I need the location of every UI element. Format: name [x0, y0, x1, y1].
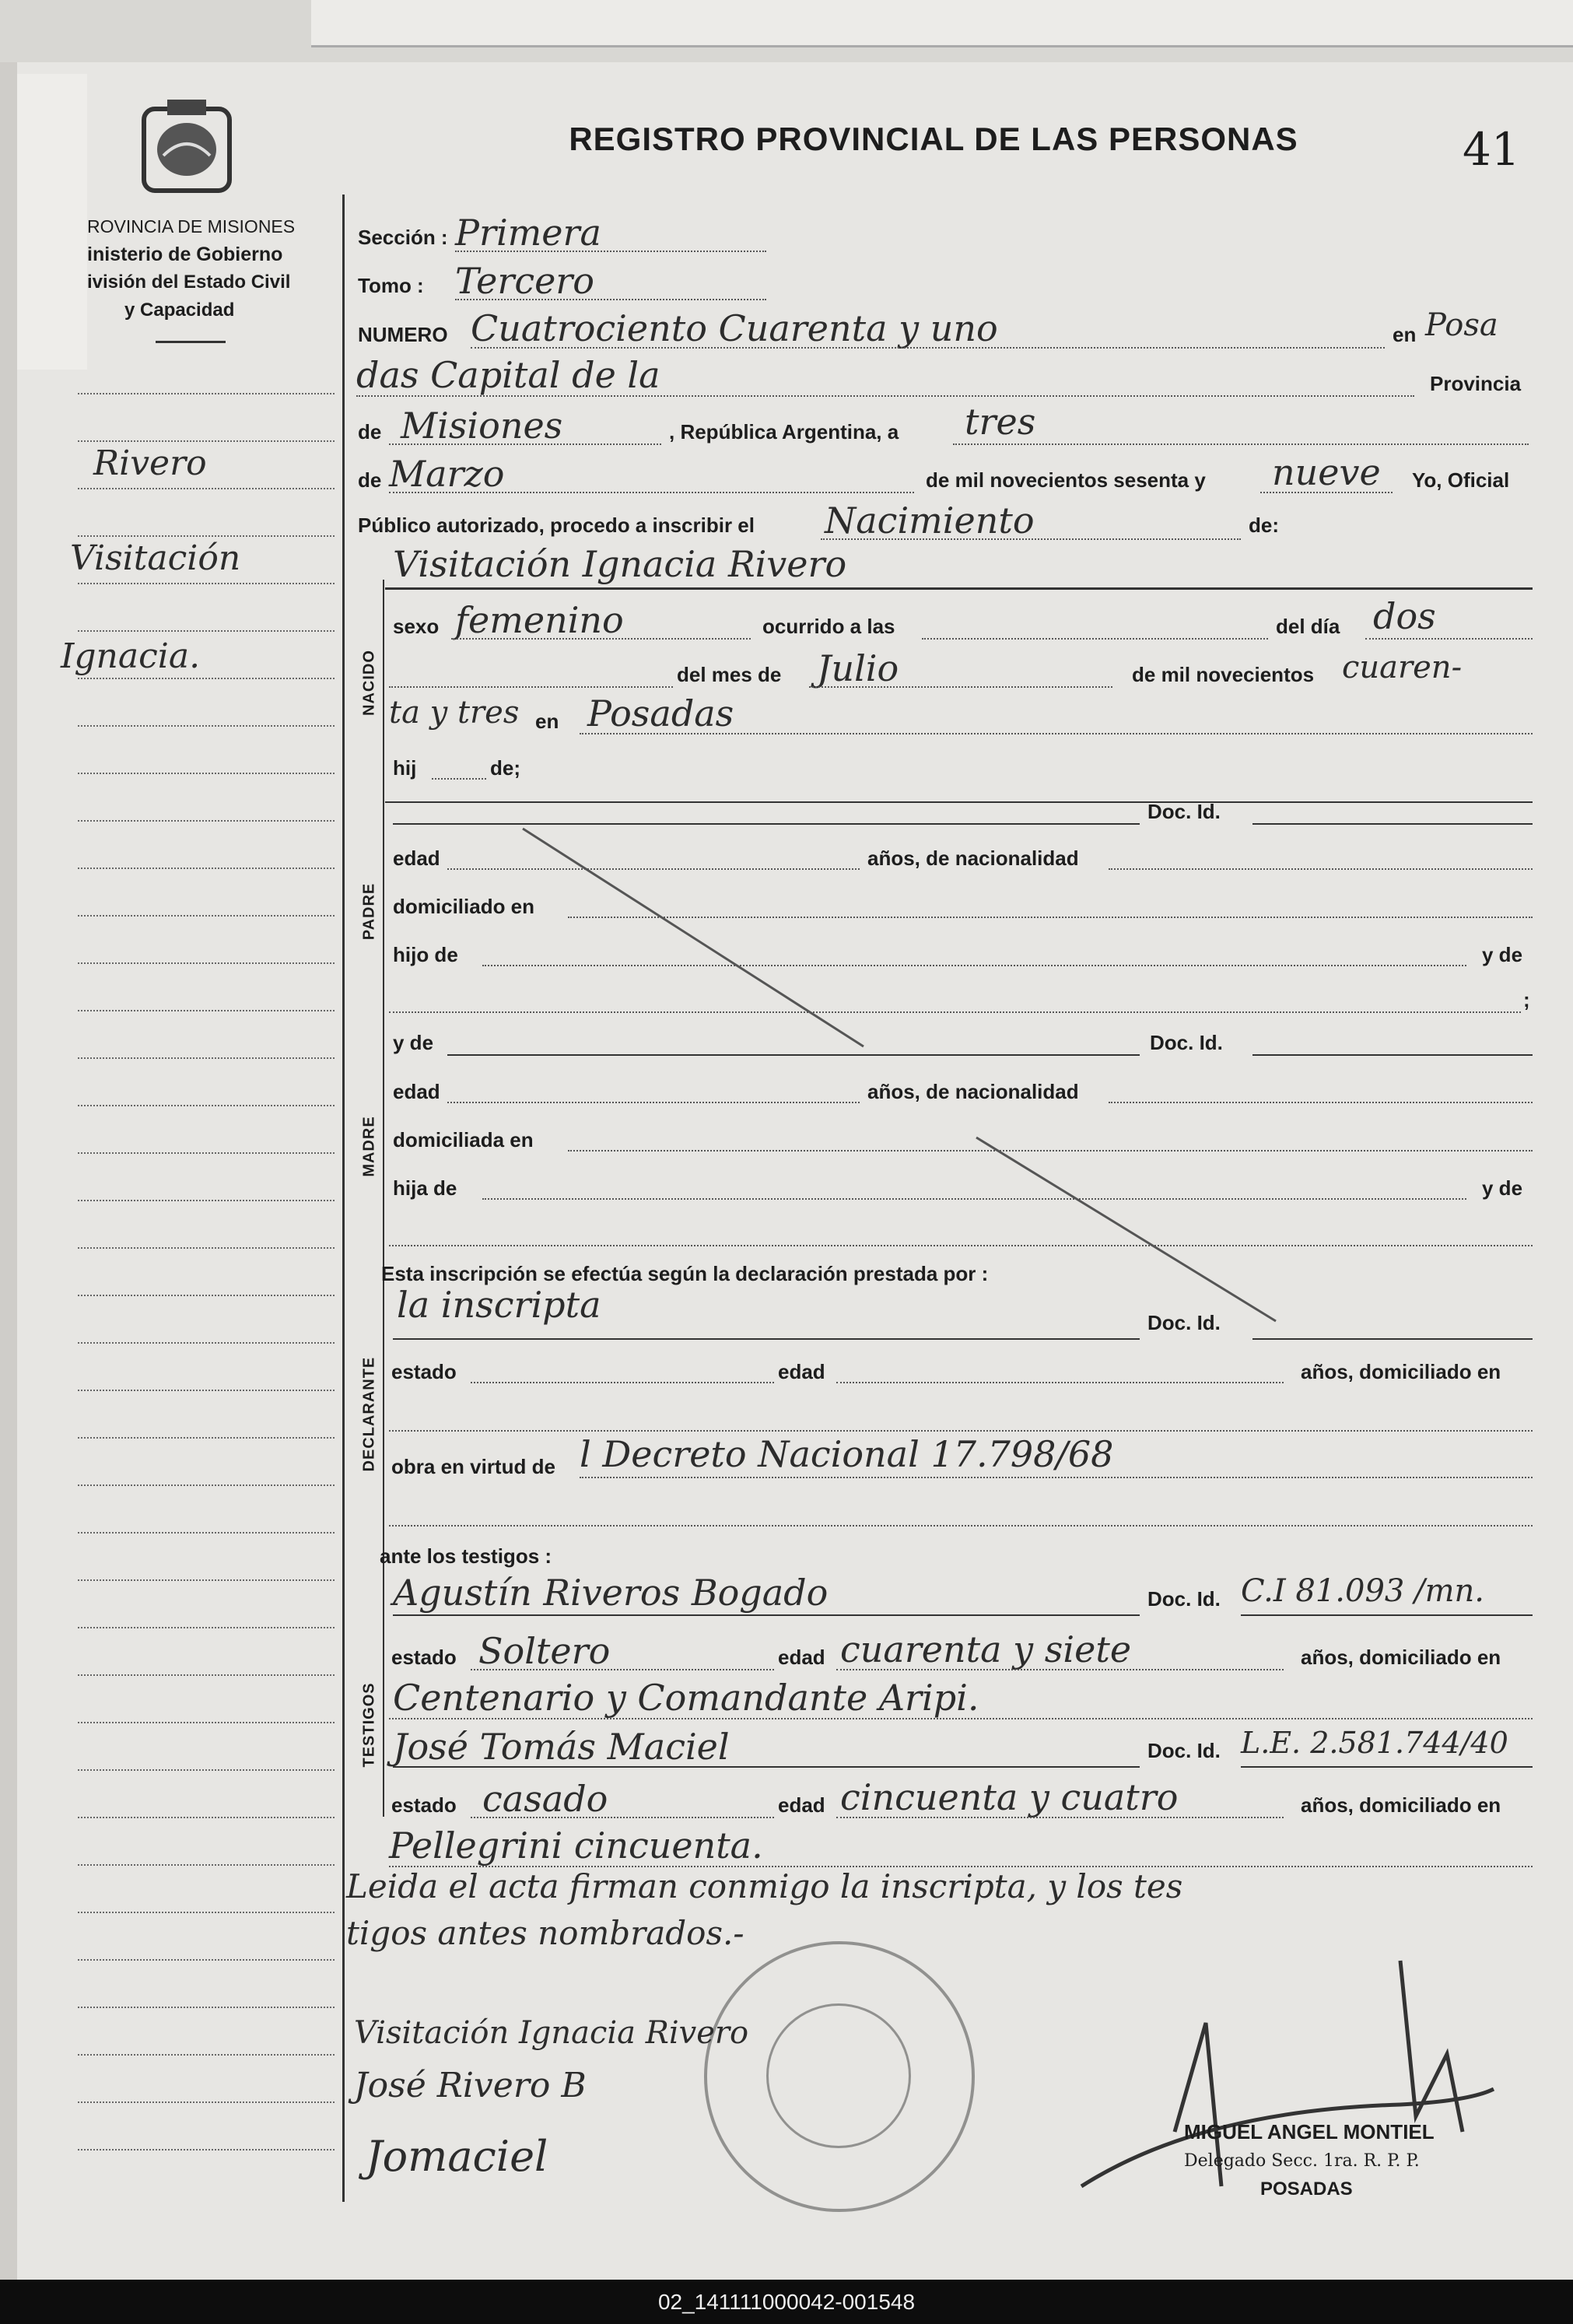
value-numero: Cuatrociento Cuarenta y uno: [471, 307, 998, 349]
value-witness-1-estado: Soltero: [478, 1630, 611, 1672]
margin-name-1: Visitación: [70, 538, 241, 578]
value-birth-month: Julio: [817, 647, 899, 689]
section-label-declarante: DECLARANTE: [360, 1356, 378, 1472]
ministry-name: inisterio de Gobierno: [87, 244, 283, 265]
closing-line-1: Leida el acta firman conmigo la inscripta, y los tes: [346, 1867, 1183, 1905]
value-witness-1-edad: cuarenta y siete: [840, 1628, 1132, 1670]
value-birth-year-2: ta y tres: [389, 695, 520, 731]
margin-surname: Rivero: [93, 443, 207, 483]
witness-1-line: [393, 1614, 1140, 1616]
label-ante-testigos: ante los testigos :: [380, 1544, 552, 1568]
label-edad-padre: edad: [393, 847, 440, 870]
value-person-name: Visitación Ignacia Rivero: [393, 543, 847, 585]
label-doc-id-w2: Doc. Id.: [1147, 1739, 1221, 1762]
value-declarant: la inscripta: [397, 1284, 601, 1326]
label-doc-id-madre: Doc. Id.: [1150, 1031, 1223, 1054]
value-tomo: Tercero: [455, 260, 594, 302]
value-birth-year-1: cuaren-: [1342, 650, 1463, 685]
padre-strike-line: [523, 829, 864, 1046]
section-label-padre: PADRE: [360, 882, 378, 941]
line-decree: [580, 1477, 1533, 1478]
declarant-name-line: [393, 1338, 1140, 1340]
value-witness-1-doc: C.I 81.093 /mn.: [1241, 1573, 1484, 1609]
label-de-semi: de;: [490, 756, 520, 780]
section-label-madre: MADRE: [360, 1116, 378, 1177]
label-del-dia: del día: [1276, 615, 1340, 638]
value-birth-place: Posadas: [587, 692, 734, 734]
closing-line-2: tigos antes nombrados.-: [346, 1914, 744, 1952]
line-estado-w1: [471, 1669, 774, 1670]
value-en-city: Posa: [1425, 307, 1498, 343]
label-estado-w1: estado: [391, 1646, 457, 1669]
label-seccion: Sección :: [358, 226, 448, 249]
page-title: REGISTRO PROVINCIAL DE LAS PERSONAS: [569, 121, 1298, 157]
line-edad-w1: [836, 1669, 1284, 1670]
label-doc-id-w1: Doc. Id.: [1147, 1587, 1221, 1611]
label-de-2: de: [358, 468, 382, 492]
signature-witness-2: Jomaciel: [366, 2132, 548, 2181]
value-witness-2: José Tomás Maciel: [393, 1726, 730, 1768]
label-hijo-de: hijo de: [393, 943, 458, 966]
label-edad-w1: edad: [778, 1646, 825, 1669]
value-witness-2-addr: Pellegrini cincuenta.: [389, 1824, 763, 1867]
line-edad-w2: [836, 1817, 1284, 1818]
value-day: tres: [965, 401, 1036, 443]
province-name: ROVINCIA DE MISIONES: [87, 216, 296, 237]
label-domicilio-padre: domiciliado en: [393, 895, 535, 918]
value-witness-1: Agustín Riveros Bogado: [393, 1572, 829, 1614]
label-anos-dom-w1: años, domiciliado en: [1301, 1646, 1501, 1669]
label-publico: Público autorizado, procedo a inscribir el: [358, 514, 755, 537]
section-label-testigos: TESTIGOS: [360, 1682, 378, 1768]
label-de-mil: de mil novecientos: [1132, 663, 1315, 686]
label-edad-madre: edad: [393, 1080, 440, 1103]
line-addr-w1: [389, 1718, 1533, 1719]
value-city-cont: das Capital de la: [356, 354, 660, 396]
value-year-suffix: nueve: [1272, 451, 1381, 493]
witness-2-doc-line: [1241, 1766, 1533, 1768]
footer-id: 02_141111000042-001548: [657, 2290, 916, 2314]
label-domicilio-madre: domiciliada en: [393, 1128, 534, 1151]
label-anos-dom-declarante: años, domiciliado en: [1301, 1360, 1501, 1383]
value-decree: l Decreto Nacional 17.798/68: [580, 1433, 1114, 1475]
label-ocurrido: ocurrido a las: [762, 615, 895, 638]
capacity-name: y Capacidad: [124, 300, 235, 321]
label-y-de-madre-2: y de: [1482, 1176, 1523, 1200]
value-witness-2-doc: L.E. 2.581.744/40: [1241, 1726, 1508, 1760]
witness-2-line: [393, 1766, 1140, 1768]
label-numero: NUMERO: [358, 323, 448, 346]
division-name: ivisión del Estado Civil: [87, 272, 291, 293]
signature-witness-1: José Rivero B: [354, 2066, 587, 2105]
label-en: en: [1393, 323, 1417, 346]
page-number: 41: [1463, 123, 1520, 176]
official-stamp-inner: [766, 2003, 911, 2148]
madre-strike-line: [976, 1137, 1276, 1321]
label-tomo: Tomo :: [358, 274, 424, 297]
section-label-nacido: NACIDO: [360, 650, 378, 716]
label-del-mes: del mes de: [677, 663, 782, 686]
value-witness-2-edad: cincuenta y cuatro: [840, 1776, 1179, 1818]
label-y-de-padre: y de: [1482, 943, 1523, 966]
signature-inscripta: Visitación Ignacia Rivero: [354, 2015, 749, 2051]
label-estado-w2: estado: [391, 1793, 457, 1817]
label-hij: hij: [393, 756, 417, 780]
label-republica: , República Argentina, a: [669, 420, 899, 443]
label-estado-declarante: estado: [391, 1360, 457, 1383]
label-yo-oficial: Yo, Oficial: [1412, 468, 1510, 492]
label-edad-w2: edad: [778, 1793, 825, 1817]
label-de-colon: de:: [1249, 514, 1279, 537]
declarant-doc-line: [1252, 1338, 1533, 1340]
value-province: Misiones: [401, 405, 563, 447]
label-nac-padre: años, de nacionalidad: [867, 847, 1079, 870]
label-nac-madre: años, de nacionalidad: [867, 1080, 1079, 1103]
label-obra: obra en virtud de: [391, 1455, 555, 1478]
label-y-de-madre: y de: [393, 1031, 434, 1054]
line-edad-declarante: [836, 1382, 1284, 1383]
label-sexo: sexo: [393, 615, 440, 638]
label-edad-declarante: edad: [778, 1360, 825, 1383]
value-month: Marzo: [389, 453, 505, 495]
value-birth-day: dos: [1373, 595, 1436, 637]
margin-name-2: Ignacia.: [61, 636, 201, 676]
label-doc-id-padre: Doc. Id.: [1147, 800, 1221, 823]
label-anos-dom-w2: años, domiciliado en: [1301, 1793, 1501, 1817]
value-sexo: femenino: [455, 599, 624, 641]
footer-bar: [0, 2280, 1573, 2324]
label-doc-id-declarante: Doc. Id.: [1147, 1311, 1221, 1334]
witness-1-doc-line: [1241, 1614, 1533, 1616]
label-hija-de: hija de: [393, 1176, 457, 1200]
line-estado-declarante: [471, 1382, 774, 1383]
value-seccion: Primera: [455, 212, 601, 254]
label-inscripcion: Esta inscripción se efectúa según la declaración prestada por :: [381, 1262, 989, 1285]
label-de: de: [358, 420, 382, 443]
line-declarante-extra: [389, 1525, 1533, 1527]
line-estado-w2: [471, 1817, 774, 1818]
officer-name: MIGUEL ANGEL MONTIEL: [1184, 2120, 1435, 2143]
line-dom-declarante: [389, 1430, 1533, 1432]
value-act-type: Nacimiento: [825, 500, 1035, 542]
value-witness-1-addr: Centenario y Comandante Aripi.: [393, 1677, 979, 1719]
label-semicolon: ;: [1523, 988, 1530, 1011]
value-witness-2-estado: casado: [482, 1778, 608, 1820]
officer-role: Delegado Secc. 1ra. R. P. P.: [1184, 2151, 1420, 2171]
label-en-place: en: [535, 710, 559, 733]
officer-city: POSADAS: [1260, 2179, 1353, 2200]
label-provincia: Provincia: [1430, 372, 1522, 395]
label-mil-sesenta: de mil novecientos sesenta y: [926, 468, 1206, 492]
